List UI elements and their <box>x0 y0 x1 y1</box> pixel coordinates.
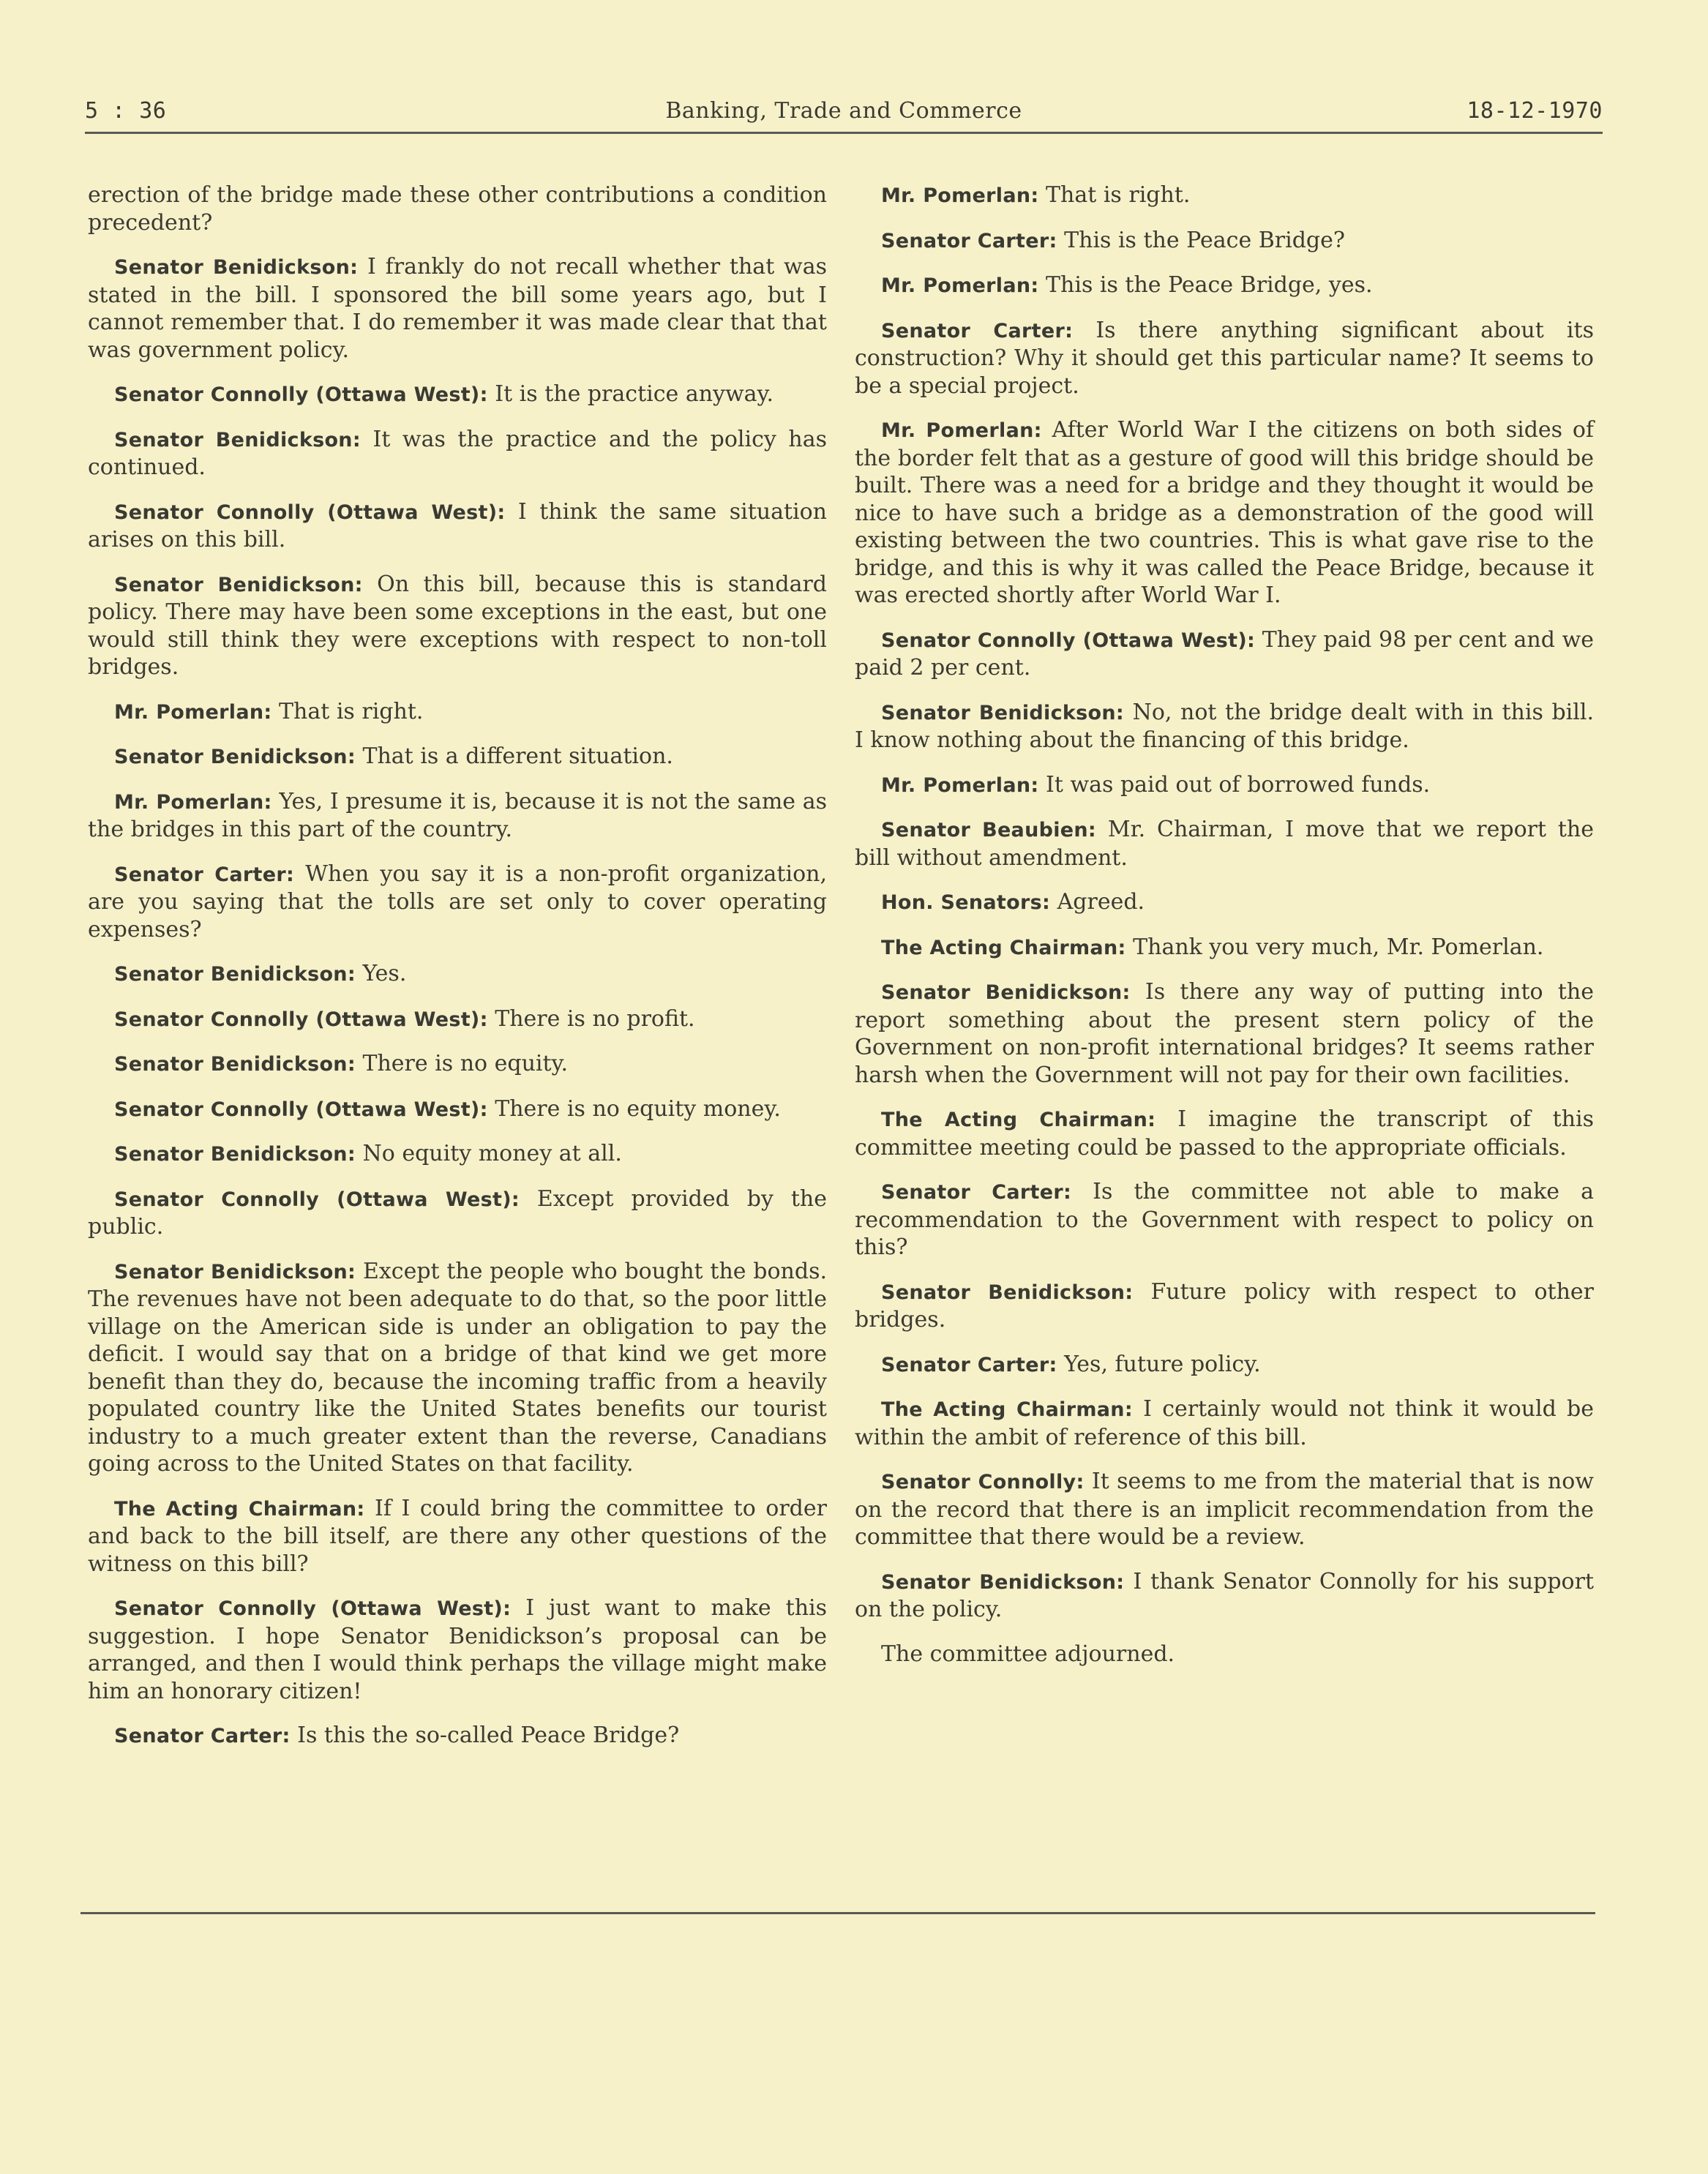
speaker-label: Senator Benidickson: <box>114 1053 356 1076</box>
transcript-paragraph: Senator Connolly (Ottawa West): I think the same situation arises on this bill. <box>88 498 827 552</box>
transcript-paragraph: Mr. Pomerlan: This is the Peace Bridge, yes. <box>881 272 1373 298</box>
transcript-paragraph: Senator Benidickson: Is there any way of putting into the report something about the present stern policy of the Government on non-profit international bridges? It seems rather harsh when the Government will not pay for their own facilities. <box>855 979 1594 1088</box>
speaker-label: Mr. Pomerlan: <box>114 790 272 814</box>
page-title: Banking, Trade and Commerce <box>665 98 1022 124</box>
transcript-paragraph: Senator Connolly (Ottawa West): They paid 98 per cent and we paid 2 per cent. <box>855 626 1595 681</box>
transcript-paragraph: Senator Benidickson: There is no equity. <box>114 1051 569 1076</box>
speaker-label: Senator Connolly (Ottawa West): <box>114 1098 488 1121</box>
transcript-paragraph: The Acting Chairman: If I could bring the committee to order and back to the bill itself, are there any other questions of the witness on this bill? <box>88 1495 827 1577</box>
transcript-paragraph: Senator Beaubien: Mr. Chairman, I move that we report the bill without amendment. <box>855 817 1594 871</box>
transcript-paragraph: The Acting Chairman: Thank you very much, Mr. Pomerlan. <box>881 934 1544 960</box>
transcript-paragraph: Senator Carter: When you say it is a non-profit organization, are you saying that the tolls are set only to cover operating expenses? <box>88 861 827 942</box>
speaker-label: Senator Connolly (Ottawa West): <box>114 501 506 524</box>
speaker-label: Senator Benidickson: <box>881 701 1124 724</box>
speaker-label: Senator Carter: <box>881 1353 1057 1376</box>
transcript-paragraph: Senator Connolly (Ottawa West): I just want to make this suggestion. I hope Senator Benidickson’s proposal can be arranged, and then I would think perhaps the village might make him an honorary citizen! <box>88 1595 828 1704</box>
transcript-paragraph: Senator Connolly (Ottawa West): There is no equity money. <box>114 1095 781 1122</box>
left-column <box>88 181 827 1767</box>
speaker-label: Senator Benidickson: <box>114 1143 356 1166</box>
speaker-label: Senator Benidickson: <box>881 1281 1134 1304</box>
speaker-label: Senator Connolly: <box>881 1471 1085 1493</box>
transcript-paragraph: Senator Benidickson: On this bill, because this is standard policy. There may have been some exceptions in the east, but one would still think they were exceptions with respect to non-toll bridges. <box>88 571 827 680</box>
speaker-label: Senator Carter: <box>881 1181 1072 1204</box>
transcript-paragraph: Senator Benidickson: I frankly do not recall whether that was stated in the bill. I sponsored the bill some years ago, but I cannot remember that. I do remember it was made clear that that was government policy. <box>88 254 828 363</box>
transcript-paragraph: Senator Carter: Is this the so-called Peace Bridge? <box>114 1723 680 1748</box>
transcript-paragraph: The Acting Chairman: I certainly would not think it would be within the ambit of reference of this bill. <box>855 1396 1595 1450</box>
right-column <box>855 181 1594 1668</box>
transcript-paragraph: Senator Benidickson: No, not the bridge dealt with in this bill. I know nothing about the financing of this bridge. <box>855 699 1594 753</box>
transcript-paragraph: Senator Connolly (Ottawa West): There is no profit. <box>114 1005 695 1032</box>
footer-rule <box>80 1912 1595 1914</box>
speaker-label: Senator Benidickson: <box>114 963 356 986</box>
page-date: 18-12-1970 <box>1467 98 1603 124</box>
speaker-label: The Acting Chairman: <box>881 936 1126 959</box>
speaker-label: Senator Benidickson: <box>114 428 361 451</box>
speaker-label: Senator Benidickson: <box>881 981 1131 1004</box>
transcript-paragraph: Senator Connolly (Ottawa West): Except provided by the public. <box>88 1185 828 1240</box>
speaker-label: Senator Beaubien: <box>881 819 1097 842</box>
closing-line: The committee adjourned. <box>881 1641 1175 1667</box>
page-number: 5 : 36 <box>85 98 167 124</box>
transcript-paragraph: Senator Carter: Is there anything significant about its construction? Why it should get this particular name? It seems to be a special project. <box>855 317 1594 399</box>
transcript-paragraph: Senator Benidickson: It was the practice and the policy has continued. <box>88 426 827 480</box>
speaker-label: Senator Benidickson: <box>114 256 359 279</box>
speaker-label: The Acting Chairman: <box>114 1497 365 1521</box>
transcript-paragraph: Senator Connolly (Ottawa West): It is the practice anyway. <box>114 381 774 407</box>
page-header <box>85 94 1603 134</box>
speaker-label: Senator Connolly (Ottawa West): <box>114 1008 488 1031</box>
speaker-label: Mr. Pomerlan: <box>881 184 1039 207</box>
transcript-paragraph: Senator Carter: This is the Peace Bridge? <box>881 227 1345 253</box>
speaker-label: Senator Benidickson: <box>114 1260 356 1283</box>
transcript-paragraph: Senator Benidickson: Except the people who bought the bonds. The revenues have not been adequate to do that, so the poor little village on the American side is under an obligation to pay the deficit. I would say that on a bridge of that kind we get more benefit than they do, because the incoming traffic from a heavily populated country like the United States benefits our tourist industry to a much greater extent than the reverse, Canadians going across to the United States on that facility. <box>88 1258 828 1477</box>
transcript-paragraph: Senator Carter: Is the committee not able to make a recommendation to the Government with respect to policy on this? <box>855 1179 1594 1260</box>
speaker-label: Senator Carter: <box>881 319 1074 342</box>
transcript-paragraph: Senator Benidickson: That is a different situation. <box>114 743 673 769</box>
speaker-label: Mr. Pomerlan: <box>114 700 272 724</box>
transcript-paragraph: Senator Benidickson: Future policy with respect to other bridges. <box>855 1278 1594 1332</box>
speaker-label: Senator Carter: <box>114 1725 291 1747</box>
speaker-label: Senator Benidickson: <box>114 573 363 596</box>
speaker-label: Senator Benidickson: <box>114 746 356 768</box>
transcript-paragraph: Hon. Senators: Agreed. <box>881 889 1145 915</box>
transcript-paragraph: Mr. Pomerlan: That is right. <box>114 698 424 724</box>
speaker-label: Mr. Pomerlan: <box>881 773 1039 797</box>
transcript-paragraph: Senator Benidickson: Yes. <box>114 961 407 986</box>
transcript-paragraph: Senator Benidickson: No equity money at all. <box>114 1141 622 1166</box>
speaker-label: Hon. Senators: <box>881 891 1051 914</box>
transcript-paragraph: Mr. Pomerlan: That is right. <box>881 182 1191 208</box>
speaker-label: Mr. Pomerlan: <box>881 274 1039 297</box>
transcript-paragraph: Mr. Pomerlan: Yes, I presume it is, because it is not the same as the bridges in this part of the country. <box>88 788 828 842</box>
speaker-label: Senator Carter: <box>881 229 1057 252</box>
transcript-paragraph: Mr. Pomerlan: After World War I the citizens on both sides of the border felt that as a gesture of good will this bridge should be built. There was a need for a bridge and they thought it would be nice to have such a bridge as a demonstration of the good will existing between the two countries. This is what gave rise to the bridge, and this is why it was called the Peace Bridge, because it was erected shortly after World War I. <box>855 417 1595 608</box>
speaker-label: Senator Connolly (Ottawa West): <box>881 629 1256 652</box>
speaker-label: Senator Connolly (Ottawa West): <box>114 1597 512 1620</box>
speaker-label: Senator Connolly (Ottawa West): <box>114 1188 520 1211</box>
transcript-paragraph: Mr. Pomerlan: It was paid out of borrowed funds. <box>881 771 1431 798</box>
speaker-label: Senator Connolly (Ottawa West): <box>114 383 488 406</box>
speaker-label: The Acting Chairman: <box>881 1109 1156 1131</box>
speaker-label: The Acting Chairman: <box>881 1398 1133 1421</box>
speaker-label: Mr. Pomerlan: <box>881 419 1042 442</box>
speaker-label: Senator Benidickson: <box>881 1570 1125 1594</box>
transcript-paragraph: Senator Benidickson: I thank Senator Connolly for his support on the policy. <box>855 1568 1595 1622</box>
transcript-paragraph: Senator Connolly: It seems to me from the material that is now on the record that there is an implicit recommendation from the committee that there would be a review. <box>855 1469 1594 1550</box>
transcript-paragraph: Senator Carter: Yes, future policy. <box>881 1351 1261 1377</box>
speaker-label: Senator Carter: <box>114 863 295 886</box>
transcript-paragraph: The Acting Chairman: I imagine the transcript of this committee meeting could be passed to the appropriate officials. <box>855 1106 1595 1161</box>
transcript-paragraph: erection of the bridge made these other contributions a condition precedent? <box>88 182 827 236</box>
